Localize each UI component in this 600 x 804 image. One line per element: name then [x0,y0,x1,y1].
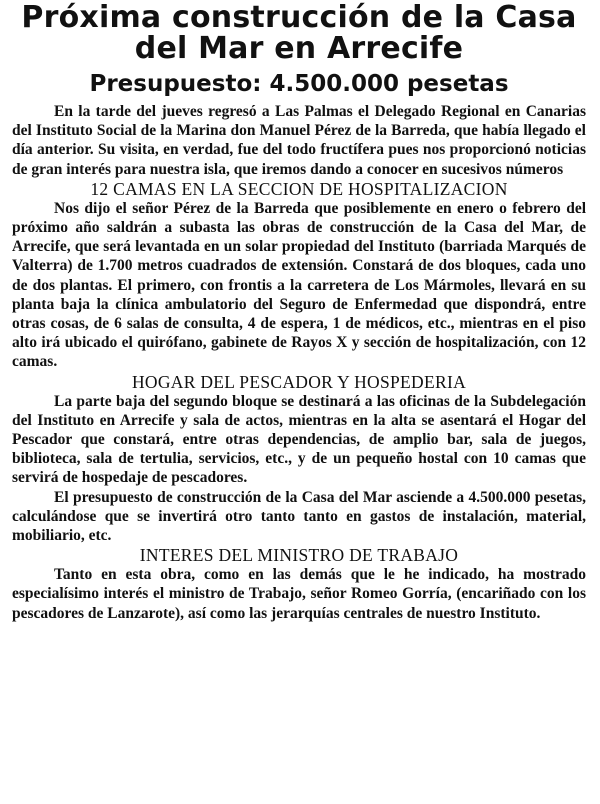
paragraph-presupuesto: El presupuesto de construcción de la Casa del Mar asciende a 4.500.000 pesetas, calculándose que se invertirá otro tanto tanto en gastos de instalación, material, mobiliario, etc. [12,488,586,545]
paragraph-intro: En la tarde del jueves regresó a Las Palmas el Delegado Regional en Canarias del Instituto Social de la Marina don Manuel Pérez de la Barreda, que había llegado el día anterior. Su visita, en verdad, fue del todo fructífera pues nos proporcionó noticias de gran interés para nuestra isla, que iremos dando a conocer en sucesivos números [12,103,586,178]
section-heading-hogar: HOGAR DEL PESCADOR Y HOSPEDERIA [131,371,467,392]
headline [12,2,586,64]
paragraph-construccion: Nos dijo el señor Pérez de la Barreda que posiblemente en enero o febrero del próximo año saldrán a subasta las obras de construcción de la Casa del Mar, de Arrecife, que será levantada en un solar propiedad del Instituto (barriada Marqués de Valterra) de 1.700 metros cuadrados de extensión. Constará de dos bloques, cada uno de dos plantas. El primero, con frontis a la carretera de Los Mármoles, llevará en su planta baja la clínica ambulatorio del Seguro de Enfermedad que dispondrá, entre otras cosas, de 6 salas de consulta, 4 de espera, 1 de médicos, etc., mientras en el piso alto irá ubicado el quirófano, gabinete de Rayos X y sección de hospitalización, con 12 camas. [12,199,586,371]
headline-line-2: del Mar en Arrecife [134,31,464,66]
section-heading-ministro: INTERES DEL MINISTRO DE TRABAJO [139,545,459,566]
headline-line-1: Próxima construcción de la Casa [21,0,577,35]
subheadline: Presupuesto: 4.500.000 pesetas [89,71,509,97]
paragraph-interes: Tanto en esta obra, como en las demás que le he indicado, ha mostrado especialísimo interés el ministro de Trabajo, señor Romeo Gorría, (encariñado con los pescadores de Lanzarote), así como las jerarquías centrales de nuestro Instituto. [12,566,586,622]
paragraph-segundo-bloque: La parte baja del segundo bloque se destinará a las oficinas de la Subdelegación del Instituto en Arrecife y sala de actos, mientras en la alta se asentará el Hogar del Pescador que constará, entre otras dependencias, de amplio bar, sala de juegos, biblioteca, sala de tertulia, servicios, etc., y de un pequeño hostal con 10 camas que servirá de hospedaje de pescadores. [12,392,586,487]
section-heading-hospitalizacion: 12 CAMAS EN LA SECCION DE HOSPITALIZACION [90,178,508,199]
